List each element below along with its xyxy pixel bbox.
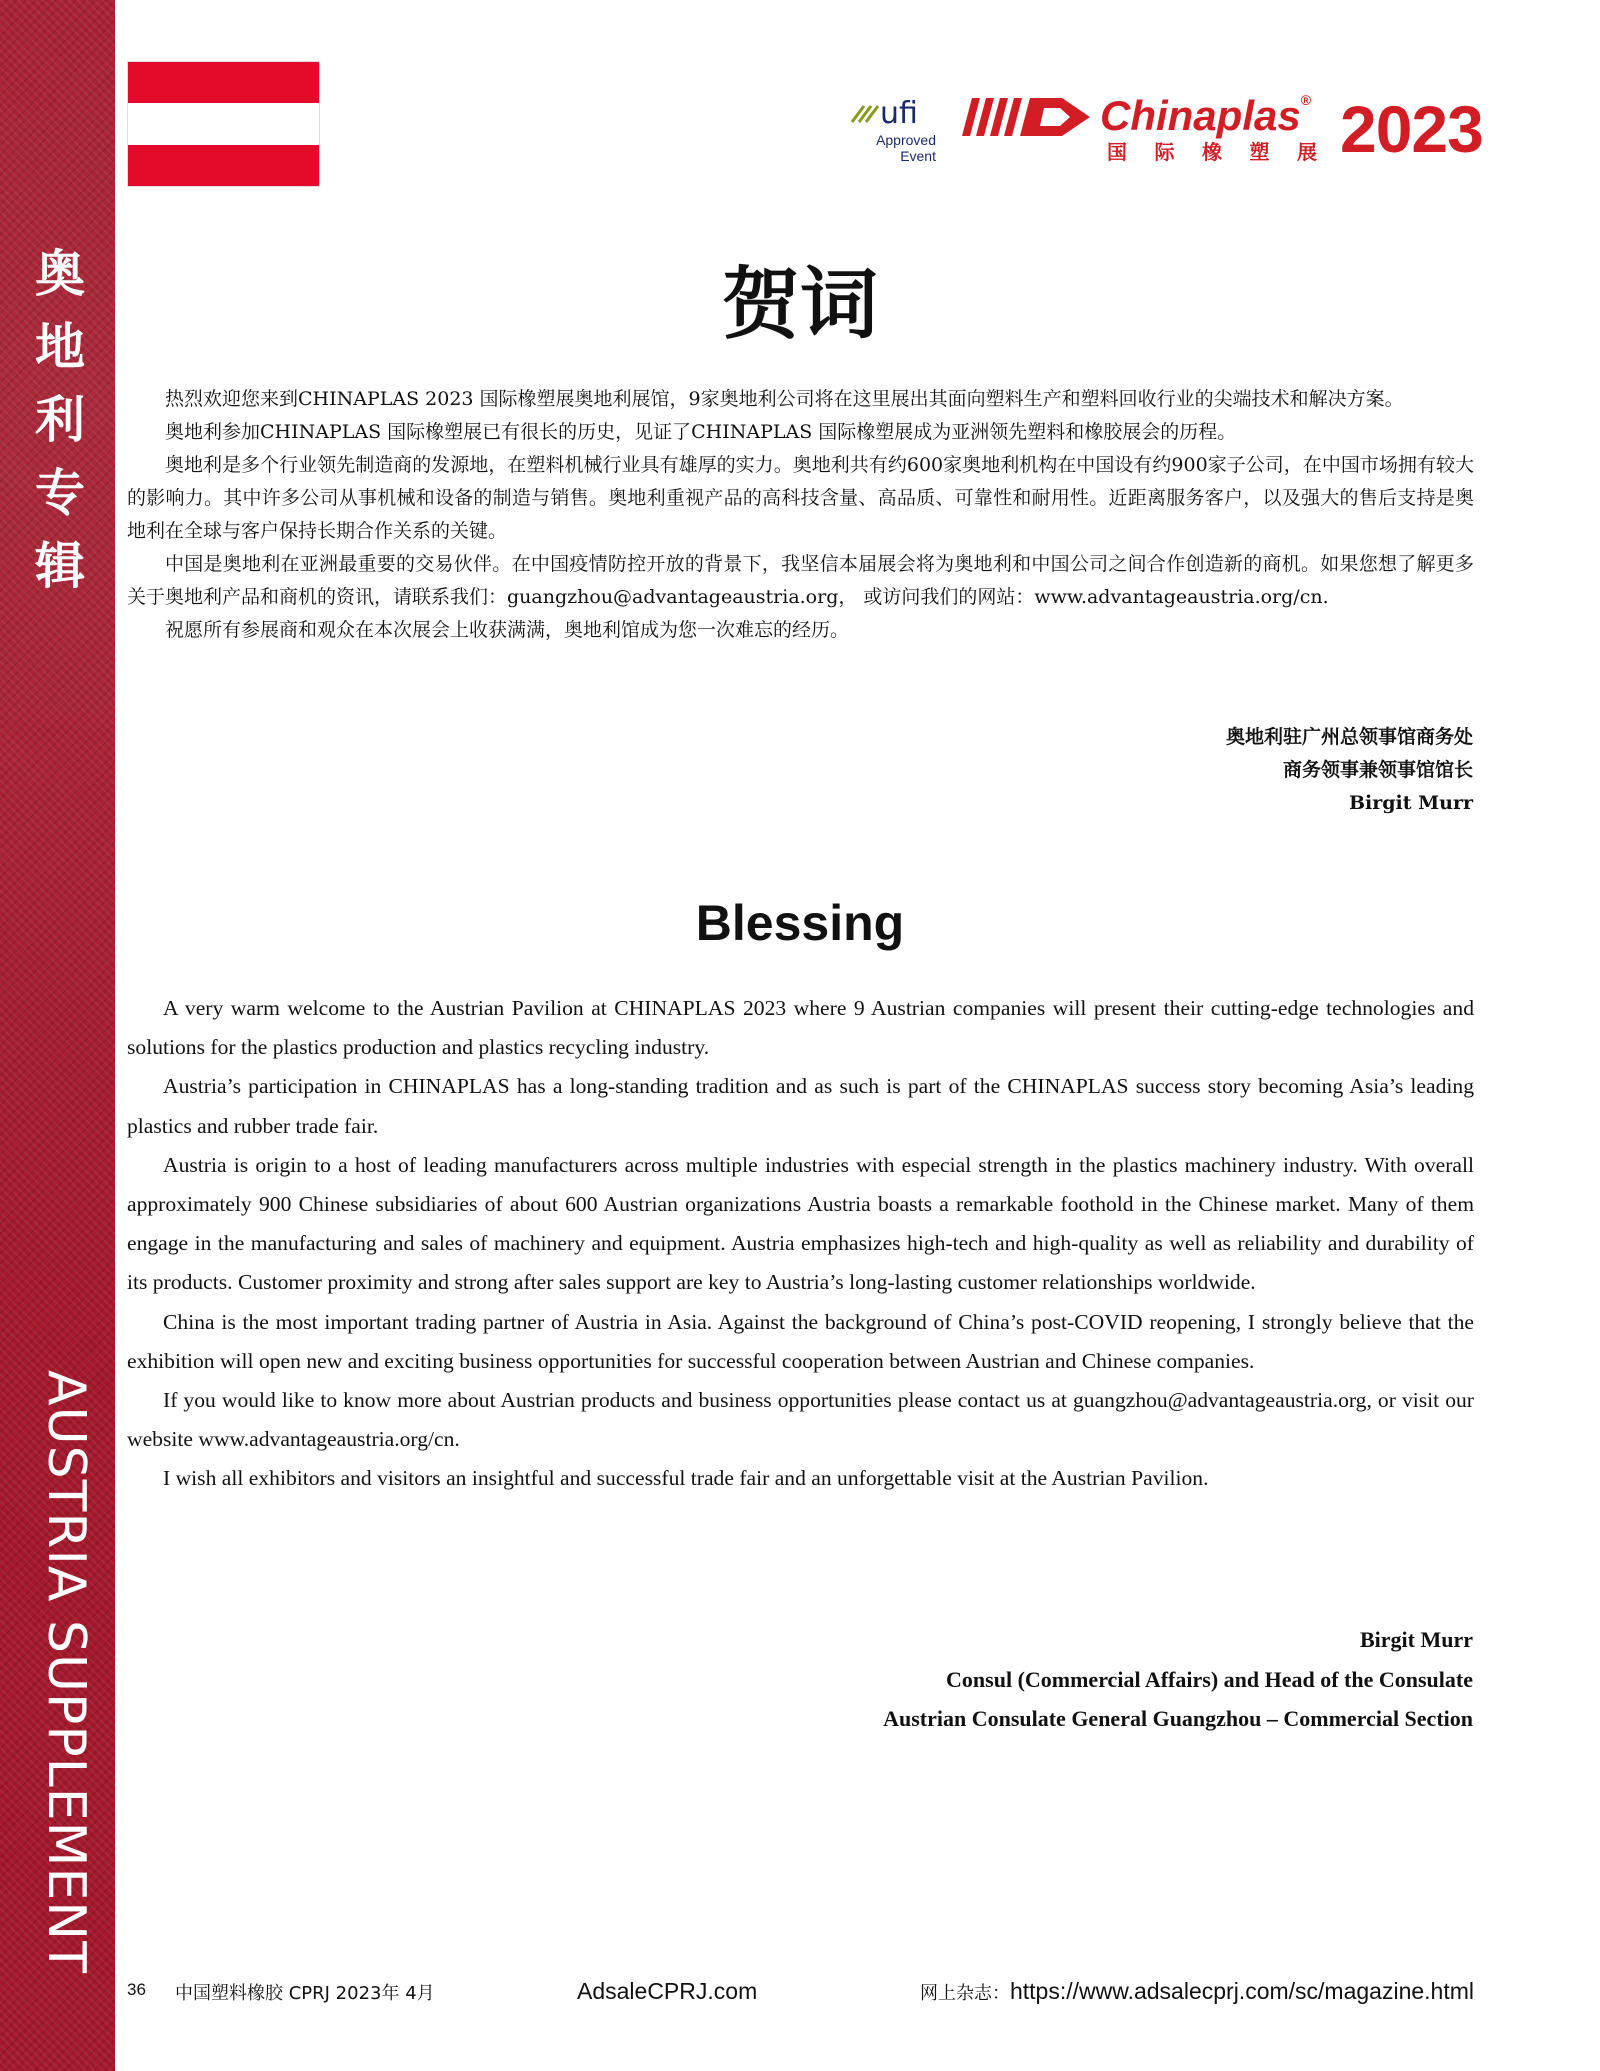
page-footer — [127, 1978, 1474, 2008]
site-link[interactable]: AdsaleCPRJ.com — [577, 1978, 758, 2004]
en-paragraph: China is the most important trading partner of Austria in Asia. Against the background of China’s post-COVID reopening, I strongly believe that the exhibition will open new and exciting business opportunities for successful cooperation between Austrian and Chinese companies. — [127, 1309, 1474, 1373]
en-paragraph: Austria is origin to a host of leading manufacturers across multiple industries with especial strength in the plastics machinery industry. With overall approximately 900 Chinese subsidiaries of about 600 Austrian organizations Austria boasts a remarkable foothold in the Chinese market. Many of them engage in the manufacturing and sales of machinery and equipment. Austria emphasizes high-tech and high-quality as well as reliability and durability of its products. Customer proximity and strong after sales support are key to Austria’s long-lasting customer relationships worldwide. — [127, 1152, 1474, 1295]
cn-title: 贺词 — [721, 260, 878, 350]
en-body — [127, 989, 1474, 1499]
cn-body — [127, 383, 1474, 647]
austria-flag — [127, 61, 320, 187]
sidebar-cn-label: 奥地利专辑 — [35, 245, 85, 595]
ufi-word: ufi — [880, 96, 918, 131]
en-paragraph: If you would like to know more about Austrian products and business opportunities please contact us at guangzhou@advantageaustria.org, or visit our website www.advantageaustria.org/cn. — [127, 1388, 1474, 1452]
cn-paragraph: 热烈欢迎您来到CHINAPLAS 2023 国际橡塑展奥地利展馆，9家奥地利公司将在这里展出其面向塑料生产和塑料回收行业的尖端技术和解决方案。 — [165, 388, 1404, 410]
ufi-subtitle: Approved Event — [876, 132, 936, 164]
chinaplas-stripes-icon — [962, 98, 1090, 136]
cn-paragraph: 中国是奥地利在亚洲最重要的交易伙伴。在中国疫情防控开放的背景下，我坚信本届展会将为奥地利和中国公司之间合作创造新的商机。如果您想了解更多关于奥地利产品和商机的资讯，请联系我们：guangzhou@advantageaustria.org， 或访问我们的网站：www.advantageaustria.org/cn. — [127, 553, 1474, 608]
en-signature — [883, 1620, 1473, 1739]
ufi-swoosh-icon — [850, 102, 880, 124]
cn-signature — [1226, 721, 1473, 820]
chinaplas-logo — [962, 92, 1483, 172]
ufi-logo — [850, 96, 935, 166]
cn-signature-line: 奥地利驻广州总领事馆商务处 — [1225, 726, 1473, 748]
sidebar-band — [0, 0, 115, 2071]
en-paragraph: A very warm welcome to the Austrian Pavilion at CHINAPLAS 2023 where 9 Austrian companies will present their cutting-edge technologies and solutions for the plastics production and plastics recycling industry. — [127, 996, 1474, 1060]
en-signature-line: Consul (Commercial Affairs) and Head of the Consulate — [946, 1666, 1473, 1692]
online-magazine — [920, 1978, 1474, 2005]
en-paragraph: I wish all exhibitors and visitors an insightful and successful trade fair and an unforgettable visit at the Austrian Pavilion. — [163, 1466, 1209, 1491]
en-signature-line: Austrian Consulate General Guangzhou – Commercial Section — [883, 1706, 1473, 1731]
cn-paragraph: 祝愿所有参展商和观众在本次展会上收获满满，奥地利馆成为您一次难忘的经历。 — [165, 619, 850, 641]
chinaplas-year: 2023 — [1340, 92, 1483, 166]
en-signature-line: Birgit Murr — [1359, 1627, 1473, 1652]
cn-signature-line: 商务领事兼领事馆馆长 — [1282, 759, 1473, 781]
cn-paragraph: 奥地利是多个行业领先制造商的发源地，在塑料机械行业具有雄厚的实力。奥地利共有约600家奥地利机构在中国设有约900家子公司，在中国市场拥有较大的影响力。其中许多公司从事机械和设备的制造与销售。奥地利重视产品的高科技含量、高品质、可靠性和耐用性。近距离服务客户，以及强大的售后支持是奥地利在全球与客户保持长期合作关系的关键。 — [127, 454, 1474, 542]
chinaplas-cn-name: 国 际 橡 塑 展 — [1107, 140, 1317, 164]
en-paragraph: Austria’s participation in CHINAPLAS has a long-standing tradition and as such is part of the CHINAPLAS success story becoming Asia’s leading plastics and rubber trade fair. — [127, 1074, 1474, 1138]
online-magazine-link[interactable]: https://www.adsalecprj.com/sc/magazine.html — [1009, 1978, 1474, 2004]
cn-paragraph: 奥地利参加CHINAPLAS 国际橡塑展已有很长的历史，见证了CHINAPLAS 国际橡塑展成为亚洲领先塑料和橡胶展会的历程。 — [165, 421, 1237, 443]
chinaplas-name: Chinaplas® — [1100, 92, 1312, 139]
cn-signature-line: Birgit Murr — [1348, 792, 1473, 814]
en-title: Blessing — [695, 895, 905, 951]
magazine-issue: 中国塑料橡胶 CPRJ 2023年 4月 — [175, 1983, 435, 2004]
online-magazine-label: 网上杂志： — [919, 1983, 1010, 2004]
sidebar-en-label: AUSTRIA SUPPLEMENT — [36, 1370, 96, 1974]
page-number: 36 — [127, 1980, 146, 1999]
